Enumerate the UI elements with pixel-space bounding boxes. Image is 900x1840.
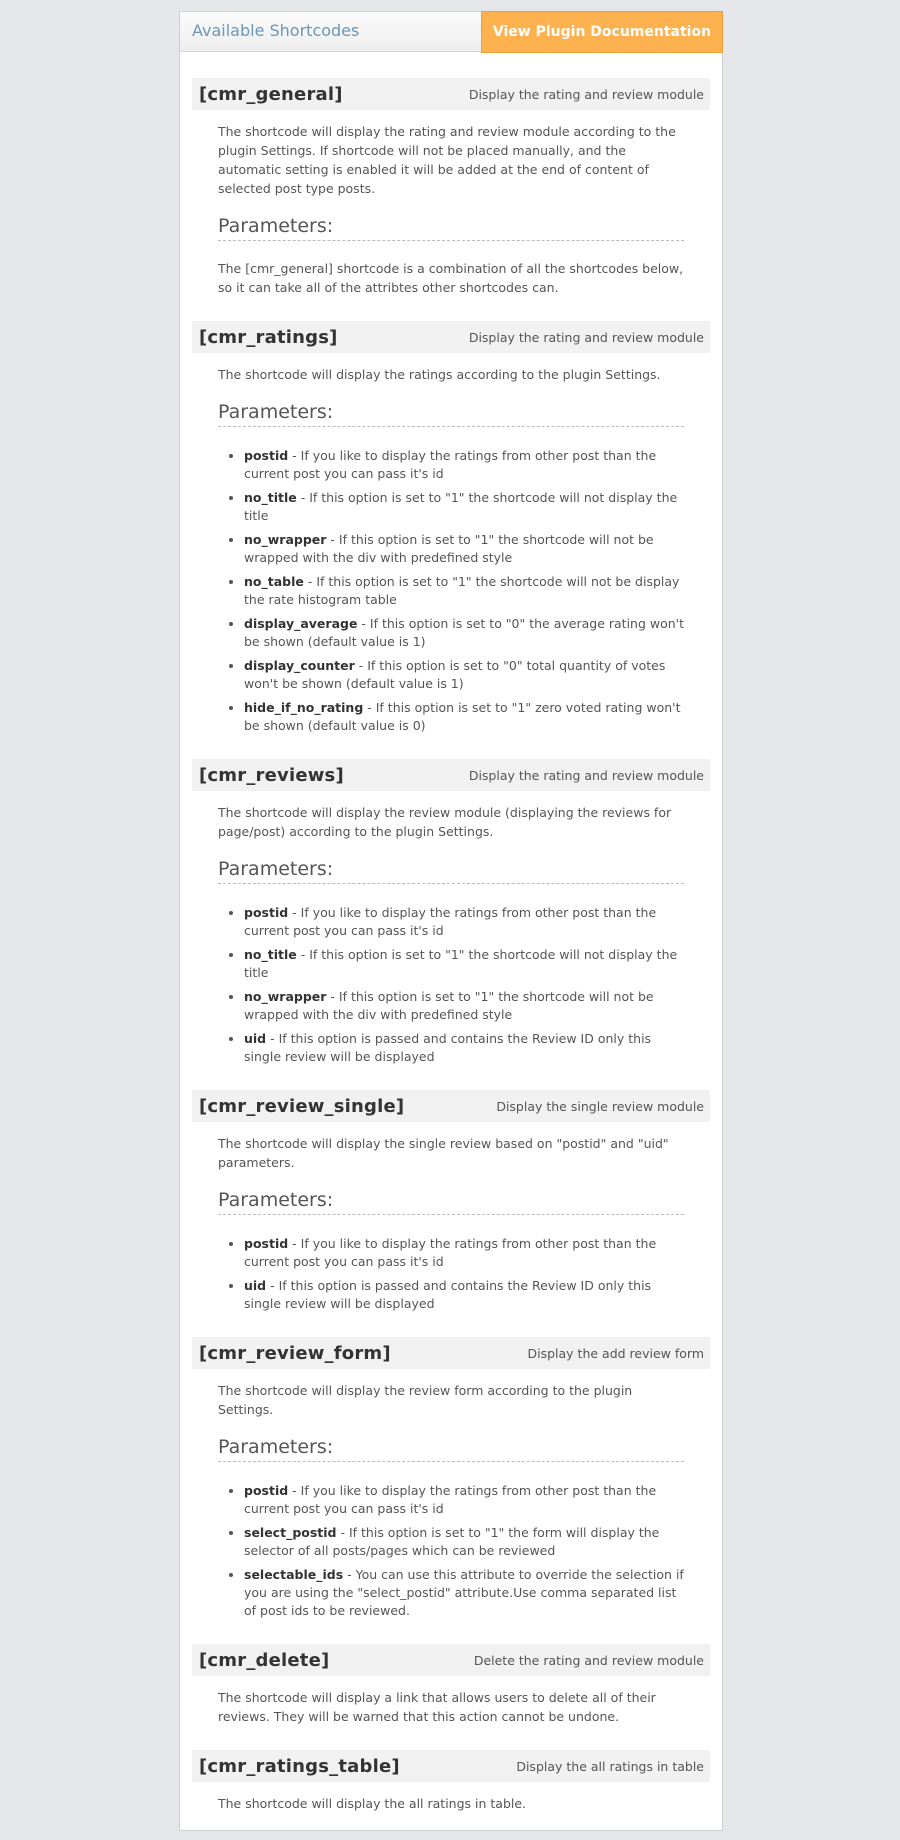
shortcode-section: [192, 321, 710, 735]
section-body: [192, 791, 710, 1066]
parameter-description: - If this option is set to "1" the shortcode will not be wrapped with the div with predefined style: [244, 532, 654, 565]
parameter-description: - If this option is set to "1" the shortcode will not display the title: [244, 947, 678, 980]
shortcode-description: The shortcode will display the ratings according to the plugin Settings.: [218, 367, 661, 382]
parameter-name: no_title: [244, 490, 297, 505]
shortcode-description: The shortcode will display the review form according to the plugin Settings.: [218, 1383, 633, 1417]
shortcode-summary: Display the rating and review module: [468, 329, 704, 345]
shortcode-summary: Delete the rating and review module: [473, 1652, 704, 1668]
parameter-description: - If this option is set to "1" the shortcode will not be display the rate histogram table: [244, 574, 680, 607]
parameter-description: - If this option is set to "0" the average rating won't be shown (default value is 1): [244, 616, 685, 649]
shortcode-name: [cmr_review_single]: [199, 1095, 405, 1117]
parameter-name: uid: [244, 1031, 267, 1046]
shortcode-summary: Display the rating and review module: [468, 86, 704, 102]
parameters-heading: Parameters:: [218, 858, 684, 884]
section-body: [192, 1676, 710, 1726]
parameter-description: - If this option is passed and contains the Review ID only this single review will be displayed: [244, 1031, 652, 1064]
shortcode-name: [cmr_ratings_table]: [199, 1755, 400, 1777]
shortcode-section: [192, 759, 710, 1066]
shortcode-description: The shortcode will display the rating and review module according to the plugin Settings. If shortcode will not be placed manually, and the automatic setting is enabled it will be added at the end of content of selected post type posts.: [218, 124, 676, 196]
parameters-list: [218, 904, 684, 1066]
parameters-list: [218, 447, 684, 735]
shortcode-name: [cmr_general]: [199, 83, 343, 105]
shortcode-name: [cmr_reviews]: [199, 764, 344, 786]
parameter-description: - If you like to display the ratings from other post than the current post you can pass it's id: [244, 905, 657, 938]
parameter-item: [244, 489, 684, 525]
shortcode-name: [cmr_delete]: [199, 1649, 330, 1671]
section-header: [192, 1750, 710, 1782]
parameter-description: - If you like to display the ratings from other post than the current post you can pass it's id: [244, 448, 657, 481]
parameter-item: [244, 573, 684, 609]
parameters-heading: Parameters:: [218, 215, 684, 241]
parameter-description: - If you like to display the ratings from other post than the current post you can pass it's id: [244, 1483, 657, 1516]
section-body: [192, 110, 710, 297]
parameter-item: [244, 988, 684, 1024]
section-header: [192, 1090, 710, 1122]
parameter-name: display_average: [244, 616, 358, 631]
parameter-name: selectable_ids: [244, 1567, 344, 1582]
parameter-name: postid: [244, 448, 289, 463]
parameter-item: [244, 1482, 684, 1518]
shortcode-section: [192, 78, 710, 297]
parameter-item: [244, 904, 684, 940]
parameter-item: [244, 699, 684, 735]
parameter-item: [244, 1524, 684, 1560]
parameter-item: [244, 657, 684, 693]
shortcode-name: [cmr_ratings]: [199, 326, 338, 348]
section-body: [192, 353, 710, 735]
parameters-heading: Parameters:: [218, 1189, 684, 1215]
parameter-name: uid: [244, 1278, 267, 1293]
parameter-description: - If this option is set to "1" the form will display the selector of all posts/pages which can be reviewed: [244, 1525, 660, 1558]
shortcode-summary: Display the single review module: [496, 1098, 704, 1114]
parameter-item: [244, 946, 684, 982]
parameter-description: - If this option is set to "1" the shortcode will not display the title: [244, 490, 678, 523]
parameters-text: The [cmr_general] shortcode is a combination of all the shortcodes below, so it can take all of the attribtes other shortcodes can.: [218, 261, 684, 295]
section-header: [192, 759, 710, 791]
parameter-name: no_wrapper: [244, 989, 327, 1004]
shortcode-description: The shortcode will display the single review based on "postid" and "uid" parameters.: [218, 1136, 669, 1170]
shortcode-section: [192, 1644, 710, 1726]
shortcode-description: The shortcode will display a link that allows users to delete all of their reviews. They will be warned that this action cannot be undone.: [218, 1690, 656, 1724]
shortcode-summary: Display the add review form: [527, 1345, 704, 1361]
parameter-item: [244, 1277, 684, 1313]
panel-header: [180, 12, 722, 80]
section-body: [192, 1369, 710, 1620]
section-body: [192, 1782, 710, 1813]
shortcodes-list: [180, 52, 722, 1813]
parameters-heading: Parameters:: [218, 1436, 684, 1462]
parameter-description: - You can use this attribute to override the selection if you are using the "select_postid" attribute.Use comma separated list of post ids to be reviewed.: [244, 1567, 684, 1618]
shortcode-section: [192, 1750, 710, 1813]
parameters-list: [218, 1235, 684, 1313]
shortcode-description: The shortcode will display the review module (displaying the reviews for page/post) according to the plugin Settings.: [218, 805, 672, 839]
parameter-item: [244, 1566, 684, 1620]
parameter-name: select_postid: [244, 1525, 337, 1540]
parameter-name: postid: [244, 1483, 289, 1498]
parameter-item: [244, 447, 684, 483]
parameter-name: display_counter: [244, 658, 355, 673]
shortcode-section: [192, 1090, 710, 1313]
parameter-name: no_table: [244, 574, 304, 589]
shortcode-summary: Display the all ratings in table: [516, 1758, 704, 1774]
parameter-name: hide_if_no_rating: [244, 700, 364, 715]
panel-title: Available Shortcodes: [192, 21, 360, 40]
section-header: [192, 321, 710, 353]
shortcode-section: [192, 1337, 710, 1620]
shortcode-name: [cmr_review_form]: [199, 1342, 391, 1364]
section-body: [192, 1122, 710, 1313]
shortcode-description: The shortcode will display the all ratings in table.: [218, 1796, 527, 1811]
parameters-list: [218, 1482, 684, 1620]
parameter-description: - If this option is passed and contains the Review ID only this single review will be displayed: [244, 1278, 652, 1311]
parameter-item: [244, 615, 684, 651]
parameter-description: - If this option is set to "1" zero voted rating won't be shown (default value is 0): [244, 700, 681, 733]
parameter-description: - If this option is set to "1" the shortcode will not be wrapped with the div with predefined style: [244, 989, 654, 1022]
section-header: [192, 78, 710, 110]
shortcode-summary: Display the rating and review module: [468, 767, 704, 783]
parameter-name: no_title: [244, 947, 297, 962]
section-header: [192, 1644, 710, 1676]
parameter-description: - If you like to display the ratings from other post than the current post you can pass it's id: [244, 1236, 657, 1269]
parameter-description: - If this option is set to "0" total quantity of votes won't be shown (default value is 1): [244, 658, 666, 691]
parameter-item: [244, 531, 684, 567]
parameter-name: postid: [244, 1236, 289, 1251]
parameter-item: [244, 1030, 684, 1066]
shortcodes-panel: [179, 11, 723, 1831]
parameter-name: postid: [244, 905, 289, 920]
parameter-item: [244, 1235, 684, 1271]
section-header: [192, 1337, 710, 1369]
parameters-heading: Parameters:: [218, 401, 684, 427]
view-documentation-button[interactable]: View Plugin Documentation >>: [481, 11, 723, 53]
parameter-name: no_wrapper: [244, 532, 327, 547]
